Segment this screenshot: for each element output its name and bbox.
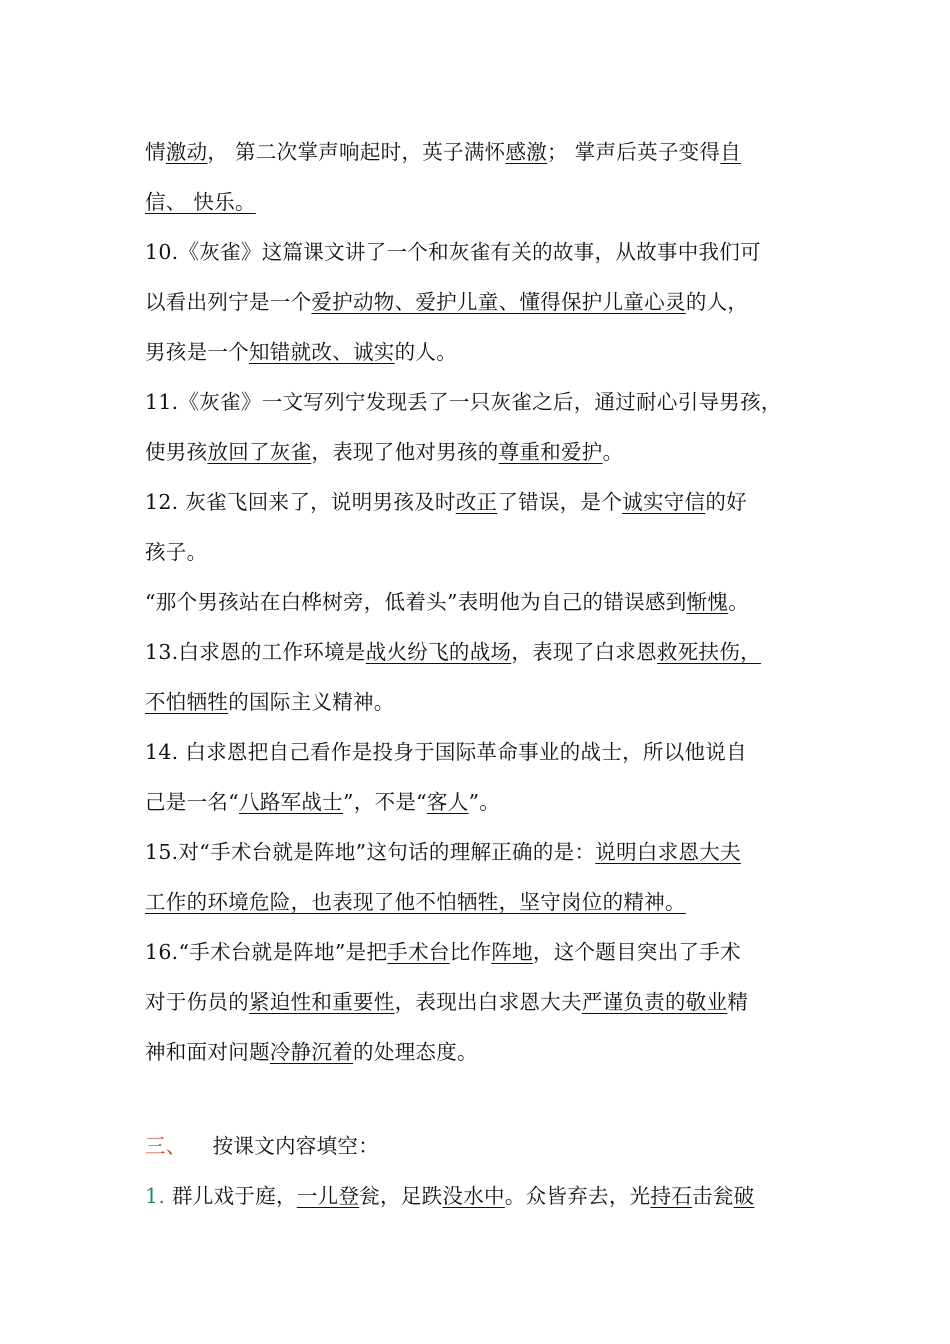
text-line (145, 227, 820, 277)
text-segment: 瓮，足跌 (359, 1184, 443, 1208)
answer-fill: 阵地 (491, 940, 533, 964)
answer-fill: 冷静沉着 (269, 1040, 354, 1064)
text-segment: 群儿戏于庭， (172, 1184, 297, 1208)
section-3-item-1 (145, 1171, 820, 1221)
text-line (145, 627, 820, 677)
answer-fill: 放回了灰雀 (207, 440, 312, 464)
answer-fill: 工作的环境危险，也表现了他不怕牺牲，坚守岗位的精神。 (145, 890, 686, 914)
answer-fill: 惭愧 (686, 590, 729, 614)
text-segment: ，这个题目突出了手术 (532, 940, 741, 964)
text-segment: 。 (602, 440, 624, 464)
text-segment: 11.《灰雀》一文写列宁发现丢了一只灰雀之后，通过耐心引导男孩， (145, 390, 782, 414)
text-segment: 的国际主义精神。 (228, 690, 395, 714)
text-segment: 以看出列宁是一个 (145, 290, 312, 314)
text-line (145, 877, 820, 927)
answer-fill: 手术台 (387, 940, 450, 964)
answer-fill: 自 (720, 140, 742, 164)
section-title: 按课文内容填空： (212, 1134, 380, 1158)
text-segment: ”，不是“ (342, 790, 427, 814)
text-segment: 击瓮 (692, 1184, 734, 1208)
text-segment: ，表现了白求恩 (511, 640, 657, 664)
answer-fill: 八路军战士 (238, 790, 343, 814)
section-number: 三、 (145, 1134, 187, 1158)
text-line (145, 277, 820, 327)
answer-fill: 不怕牺牲 (145, 690, 229, 714)
text-segment: “那个男孩站在白桦树旁，低着头”表明他为自己的错误感到 (145, 590, 687, 614)
text-segment: 15.对“手术台就是阵地”这句话的理解正确的是： (145, 840, 596, 864)
text-line (145, 727, 820, 777)
text-segment: 16.“手术台就是阵地”是把 (145, 940, 388, 964)
text-segment: 的人。 (394, 340, 458, 364)
text-line (145, 677, 820, 727)
text-line (145, 527, 820, 577)
answer-fill: 一儿登 (296, 1184, 360, 1208)
text-line (145, 977, 820, 1027)
answer-fill: 诚实守信 (622, 490, 706, 514)
text-line (145, 1027, 820, 1077)
answer-fill: 爱护动物、爱护儿童、懂得保护儿童心灵 (311, 290, 686, 314)
text-segment: 己是一名“ (145, 790, 239, 814)
answer-fill: 尊重和爱护 (498, 440, 603, 464)
text-segment: 13.白求恩的工作环境是 (145, 640, 366, 664)
answer-fill: 救死扶伤， (656, 640, 761, 664)
text-line (145, 927, 820, 977)
text-segment: 精 (727, 990, 749, 1014)
text-line (145, 827, 820, 877)
text-segment: 神和面对问题 (145, 1040, 270, 1064)
text-segment: 14. 白求恩把自己看作是投身于国际革命事业的战士，所以他说自 (145, 740, 747, 764)
text-line (145, 377, 820, 427)
text-segment: 使男孩 (145, 440, 208, 464)
answer-fill: 持石 (650, 1184, 693, 1208)
text-line (145, 177, 820, 227)
text-segment: 12. 灰雀飞回来了，说明男孩及时 (145, 490, 456, 514)
answer-fill: 破 (733, 1184, 755, 1208)
text-line (145, 127, 820, 177)
text-segment: 孩子。 (145, 540, 208, 564)
item-number: 1. (145, 1184, 166, 1208)
text-segment: ，表现了他对男孩的 (311, 440, 499, 464)
text-segment: 。众皆弃去，光 (504, 1184, 651, 1208)
answer-fill: 紧迫性和重要性 (249, 990, 395, 1014)
text-line (145, 577, 820, 627)
text-segment: 。 (728, 590, 749, 614)
answer-fill: 说明白求恩大夫 (595, 840, 741, 864)
section-3-heading (145, 1121, 820, 1171)
answer-fill: 客人 (426, 790, 469, 814)
text-line (145, 477, 820, 527)
text-segment: 男孩是一个 (145, 340, 249, 364)
text-segment: ； 掌声后英子变得 (547, 140, 721, 164)
answer-fill: 严谨负责的敬业 (581, 990, 728, 1014)
text-segment: 比作 (449, 940, 492, 964)
answer-fill: 感激 (505, 140, 548, 164)
text-line (145, 777, 820, 827)
answer-fill: 信、 快乐。 (145, 190, 256, 214)
text-segment: 的人， (685, 290, 749, 314)
text-segment: 对于伤员的 (145, 990, 249, 1014)
answer-fill: 知错就改、诚实 (249, 340, 395, 364)
text-segment: ”。 (468, 790, 501, 814)
answer-fill: 没水中 (442, 1184, 505, 1208)
text-segment: ，表现出白求恩大夫 (394, 990, 582, 1014)
answer-fill: 改正 (455, 490, 498, 514)
text-line (145, 327, 820, 377)
text-line (145, 427, 820, 477)
answer-fill: 激动 (165, 140, 208, 164)
text-segment: 的好 (705, 490, 747, 514)
answer-fill: 战火纷飞的战场 (365, 640, 512, 664)
text-segment: 10.《灰雀》这篇课文讲了一个和灰雀有关的故事，从故事中我们可 (145, 240, 761, 264)
text-segment: 情 (145, 140, 166, 164)
text-segment: ， 第二次掌声响起时，英子满怀 (207, 140, 506, 164)
text-segment: 了错误，是个 (497, 490, 623, 514)
text-segment: 的处理态度。 (353, 1040, 478, 1064)
